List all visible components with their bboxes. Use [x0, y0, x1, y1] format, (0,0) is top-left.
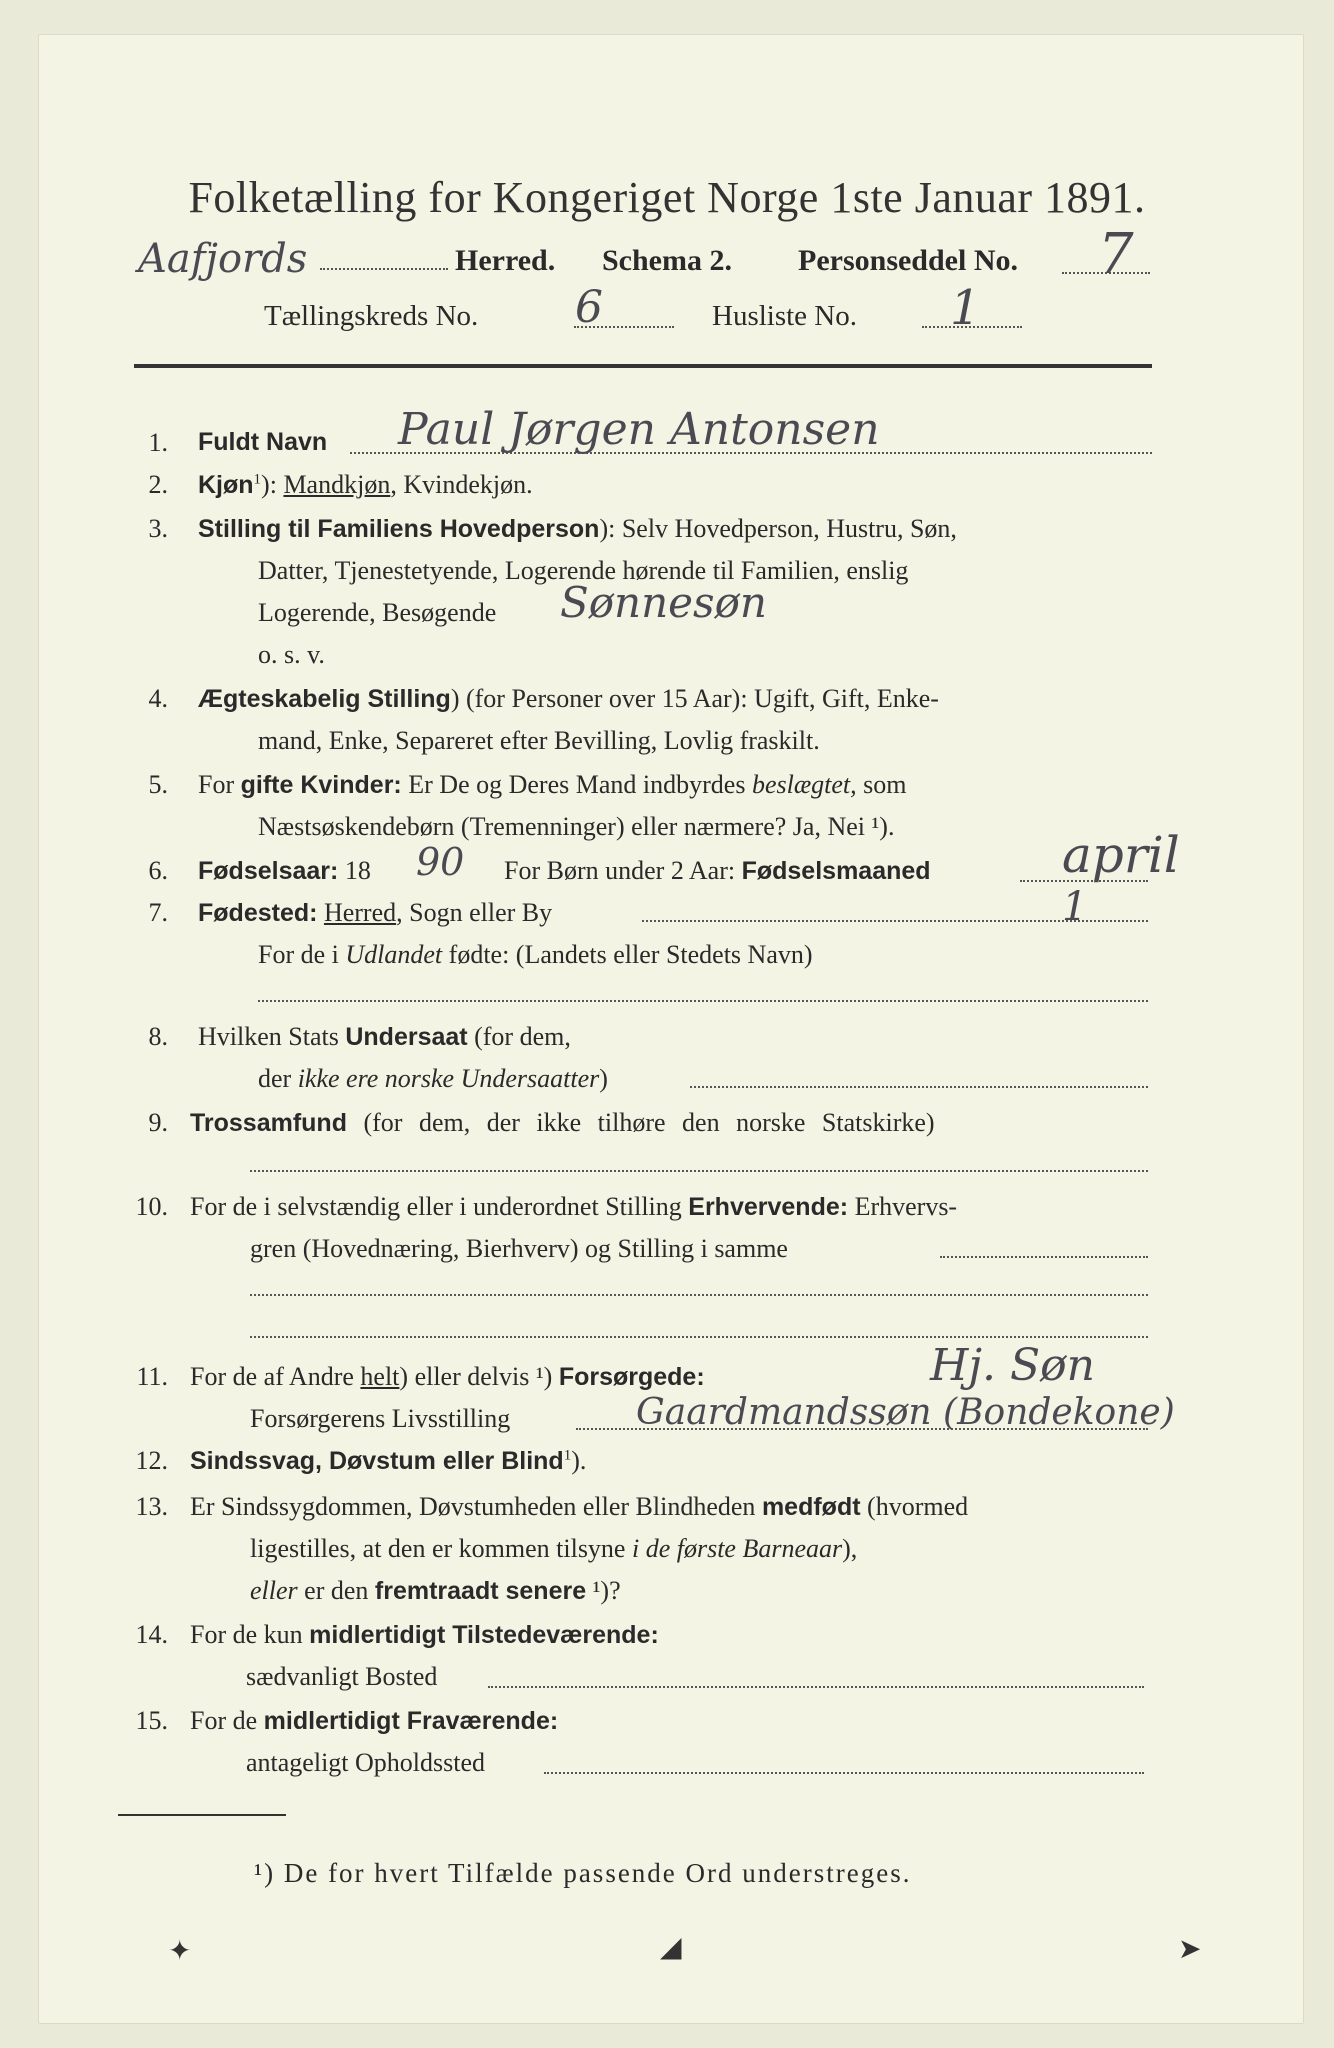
- stilling-label: Stilling til Familiens Hovedperson: [198, 515, 600, 543]
- footnote-divider: [118, 1814, 286, 1816]
- stilling-text-1: ): Selv Hovedperson, Hustru, Søn,: [599, 514, 957, 543]
- fodested-rest: , Sogn eller By: [396, 898, 553, 927]
- trossamfund-text: (for dem, der ikke tilhøre den norske Statskirke): [346, 1108, 935, 1137]
- medfodt-text-f: ¹)?: [586, 1576, 621, 1605]
- opholdssted-dotline: [544, 1772, 1144, 1774]
- undersaat-text-d: ): [599, 1064, 608, 1093]
- fuldt-navn-handwritten: Paul Jørgen Antonsen: [398, 404, 880, 455]
- medfodt-line-3: [250, 1576, 621, 1606]
- gifte-line-1: [198, 770, 907, 800]
- item-number: 12.: [135, 1446, 168, 1475]
- tilstede-text-a: For de kun: [190, 1620, 310, 1649]
- trossamfund-line: [190, 1108, 935, 1138]
- erhverv-text-b: Erhvervs-: [848, 1192, 958, 1221]
- footnote-text: ¹) De for hvert Tilfælde passende Ord understreges.: [254, 1858, 912, 1888]
- gifte-text-c: som: [856, 770, 907, 799]
- item-number: 11.: [136, 1362, 168, 1391]
- trossamfund-label: Trossamfund: [190, 1109, 347, 1137]
- form-title: Folketælling for Kongeriget Norge 1ste Januar 1891.: [188, 173, 1146, 222]
- medfodt-line-1: [190, 1492, 968, 1522]
- forsorger-line-2: Forsørgerens Livsstilling: [250, 1404, 511, 1433]
- gifte-line-2: Næstsøskendebørn (Tremenninger) eller nærmere? Ja, Nei ¹).: [258, 812, 895, 841]
- fodselsaar-prefix: 18: [338, 856, 371, 885]
- medfodt-text-a: Er Sindssygdommen, Døvstumheden eller Blindheden: [190, 1492, 762, 1521]
- fravaerende-line-1: [190, 1706, 558, 1736]
- item-number: 8.: [148, 1022, 168, 1051]
- fodselsaar-handwritten: 90: [416, 840, 465, 884]
- undersaat-italic: ikke ere norske Undersaatter: [297, 1064, 600, 1093]
- stilling-line-1: [198, 514, 957, 544]
- forsorget-text-b: ) eller delvis ¹): [399, 1362, 559, 1391]
- aegteskab-line-1: [198, 684, 939, 714]
- fodested-handwritten: 1: [1062, 884, 1088, 930]
- item-number: 7.: [148, 898, 168, 927]
- fravaerende-line-2: antageligt Opholdssted: [246, 1748, 486, 1777]
- fodested-line-1: [198, 898, 552, 928]
- gifte-italic: beslægtet,: [751, 770, 857, 799]
- fuldt-navn-label: Fuldt Navn: [198, 428, 328, 456]
- stilling-handwritten: Sønnesøn: [560, 578, 767, 627]
- forsorget-handwritten-top: Hj. Søn: [930, 1340, 1095, 1391]
- item-number: 5.: [148, 770, 168, 799]
- medfodt-label: medfødt: [761, 1493, 861, 1521]
- fravaerende-text-a: For de: [190, 1706, 264, 1735]
- fodselsmaaned-handwritten: april: [1062, 826, 1180, 884]
- fodselsaar-label: Fødselsaar:: [198, 857, 339, 885]
- fodested-herred: Herred: [323, 898, 397, 927]
- tilstede-line-1: [190, 1620, 659, 1650]
- fodselsmaaned-line: [504, 856, 931, 886]
- medfodt-eller: eller: [250, 1576, 298, 1605]
- erhverv-dotline-2: [250, 1294, 1148, 1296]
- sindssvag-label: Sindssvag, Døvstum eller Blind: [190, 1447, 564, 1475]
- undersaat-dotline: [690, 1086, 1148, 1088]
- tilstede-line-2: sædvanligt Bosted: [246, 1662, 438, 1691]
- erhverv-line-1: [190, 1192, 957, 1222]
- forsorget-text-a: For de af Andre: [190, 1362, 361, 1391]
- aegteskab-text-1: ) (for Personer over 15 Aar): Ugift, Gift, Enke-: [450, 684, 939, 713]
- erhverv-text-a: For de i selvstændig eller i underordnet Stilling: [190, 1192, 689, 1221]
- forsorget-helt: helt: [360, 1362, 400, 1391]
- gifte-label: gifte Kvinder:: [240, 771, 402, 799]
- stilling-line-4: o. s. v.: [258, 640, 325, 669]
- herred-dotline: [320, 268, 448, 270]
- fodselsmaaned-text: For Børn under 2 Aar:: [504, 856, 742, 885]
- personseddel-label: Personseddel No.: [798, 244, 1018, 277]
- udland-text-b: fødte: (Landets eller Stedets Navn): [442, 940, 813, 969]
- item-number: 3.: [148, 514, 168, 543]
- corner-mark-right: ➤: [1178, 1932, 1202, 1965]
- kreds-dotline: [574, 326, 674, 328]
- herred-label: Herred.: [455, 244, 556, 277]
- husliste-label: Husliste No.: [712, 300, 857, 332]
- medfodt-text-b: (hvormed: [860, 1492, 969, 1521]
- footnote-ref: 1: [253, 471, 262, 488]
- item-number: 14.: [135, 1620, 168, 1649]
- husliste-dotline: [922, 326, 1022, 328]
- undersaat-label: Undersaat: [345, 1023, 468, 1051]
- kjon-label: Kjøn: [198, 471, 254, 499]
- erhverv-label: Erhvervende:: [688, 1193, 849, 1221]
- item-number: 13.: [135, 1492, 168, 1521]
- fodested-label: Fødested:: [198, 899, 318, 927]
- medfodt-line-2: [250, 1534, 857, 1564]
- undersaat-text-a: Hvilken Stats: [198, 1022, 346, 1051]
- kjon-mandkjon: Mandkjøn: [283, 470, 391, 499]
- kreds-label: Tællingskreds No.: [264, 300, 479, 332]
- erhverv-line-2: gren (Hovednæring, Bierhverv) og Stilling i samme: [250, 1234, 788, 1263]
- item-number: 2.: [148, 470, 168, 499]
- header-divider: [134, 364, 1152, 368]
- item-number: 9.: [148, 1108, 168, 1137]
- sindssvag-rest: ).: [571, 1446, 587, 1475]
- udland-italic: Udlandet: [345, 940, 443, 969]
- trossamfund-dotline: [250, 1170, 1148, 1172]
- erhverv-dotline-3: [250, 1336, 1148, 1338]
- item-number: 10.: [135, 1192, 168, 1221]
- kjon-text-b: , Kvindekjøn.: [390, 470, 533, 499]
- undersaat-line-1: [198, 1022, 571, 1052]
- medfodt-text-d: ),: [842, 1534, 858, 1563]
- husliste-handwritten: 1: [950, 280, 981, 336]
- aegteskab-label: Ægteskabelig Stilling: [198, 685, 451, 713]
- medfodt-italic: i de første Barneaar: [631, 1534, 843, 1563]
- stilling-line-2: Datter, Tjenestetyende, Logerende hørende til Familien, enslig: [258, 556, 909, 585]
- forsorger-handwritten: Gaardmandssøn (Bondekone): [636, 1392, 1175, 1433]
- herred-handwritten: Aafjords: [138, 236, 308, 282]
- schema-label: Schema 2.: [602, 244, 732, 277]
- fodselsmaaned-label: Fødselsmaaned: [741, 857, 931, 885]
- udland-text-a: For de i: [258, 940, 346, 969]
- fodested-line-2: [258, 940, 813, 970]
- item-number: 4.: [148, 684, 168, 713]
- erhverv-dotline-1: [940, 1256, 1148, 1258]
- undersaat-line-2: [258, 1064, 608, 1094]
- medfodt-text-e: er den: [297, 1576, 375, 1605]
- corner-mark-left: ✦: [168, 1934, 192, 1967]
- undersaat-text-c: der: [258, 1064, 298, 1093]
- medfodt-label-2: fremtraadt senere: [374, 1577, 587, 1605]
- gifte-text-a: For: [198, 770, 241, 799]
- kjon-line: [198, 470, 533, 500]
- fravaerende-label: midlertidigt Fraværende:: [263, 1707, 559, 1735]
- corner-mark-center: ◢: [660, 1930, 682, 1963]
- undersaat-text-b: (for dem,: [467, 1022, 571, 1051]
- forsorget-line-1: [190, 1362, 705, 1392]
- sindssvag-line: Sindssvag, Døvstum eller Blind$^1$).: [190, 1446, 587, 1475]
- aegteskab-line-2: mand, Enke, Separeret efter Bevilling, Lovlig fraskilt.: [258, 726, 820, 755]
- medfodt-text-c: ligestilles, at den er kommen tilsyne: [250, 1534, 632, 1563]
- personseddel-handwritten: 7: [1098, 222, 1134, 287]
- item-number: 6.: [148, 856, 168, 885]
- tilstede-label: midlertidigt Tilstedeværende:: [309, 1621, 659, 1649]
- item-number: 1.: [148, 428, 168, 457]
- fodselsaar-line: [198, 856, 371, 886]
- gifte-text-b: Er De og Deres Mand indbyrdes: [401, 770, 752, 799]
- forsorget-label: Forsørgede:: [558, 1363, 705, 1391]
- kjon-text-a: ):: [261, 470, 284, 499]
- item-number: 15.: [135, 1706, 168, 1735]
- udland-dotline: [258, 1000, 1148, 1002]
- stilling-line-3: Logerende, Besøgende: [258, 598, 497, 627]
- kreds-handwritten: 6: [575, 282, 603, 333]
- bosted-dotline: [488, 1686, 1144, 1688]
